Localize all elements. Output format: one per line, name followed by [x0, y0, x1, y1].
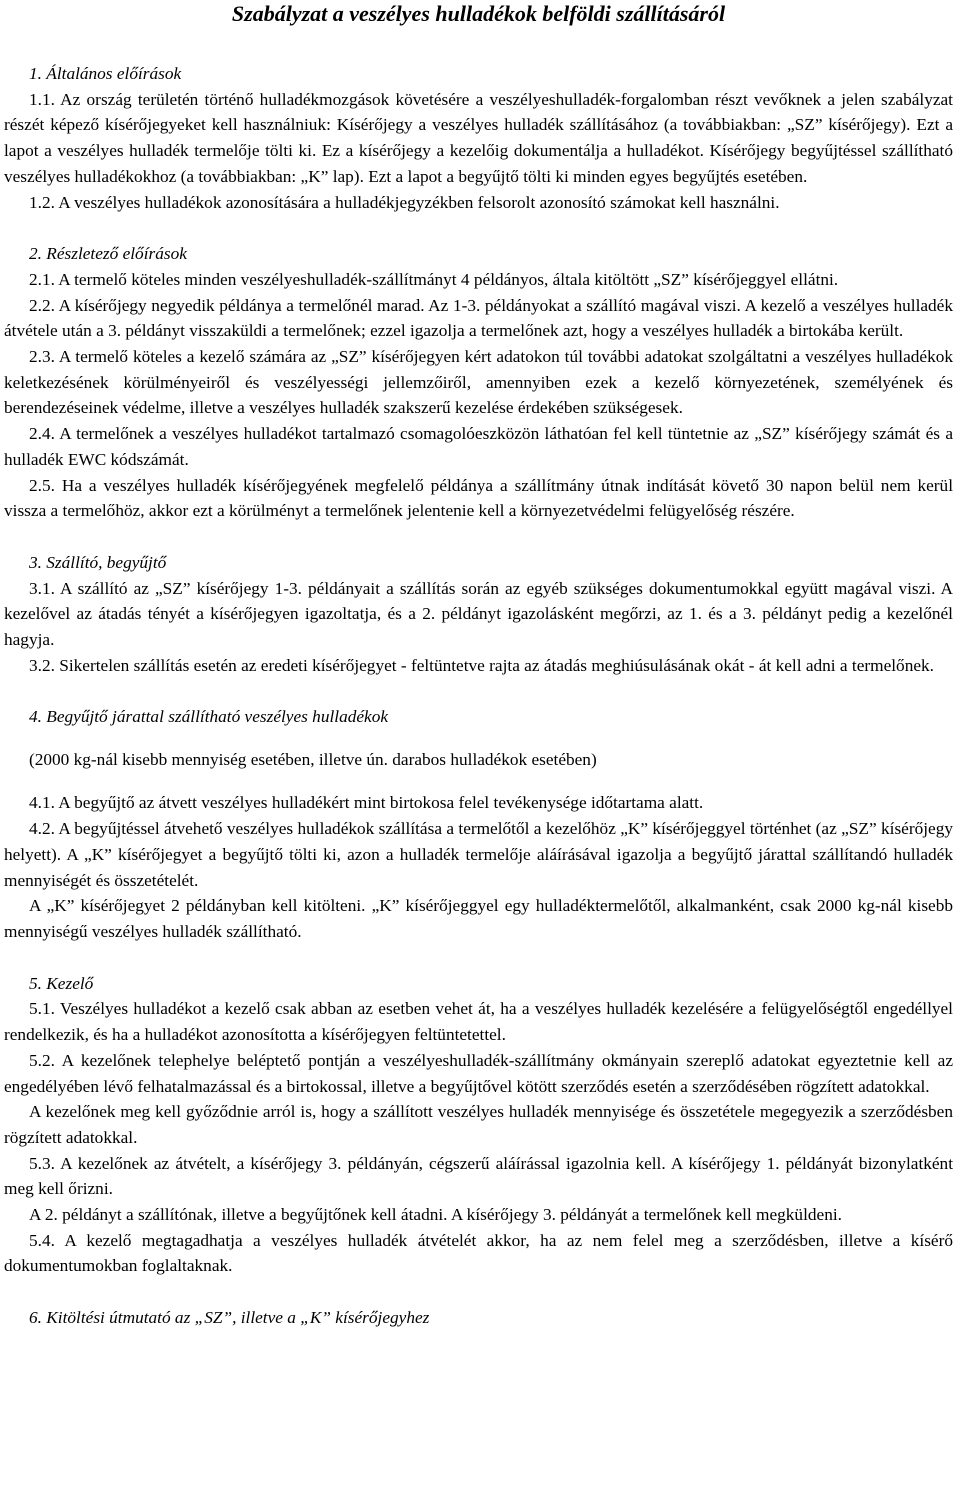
paragraph-2-3: 2.3. A termelő köteles a kezelő számára az „SZ” kísérőjegyen kért adatokon túl további adatokat szolgáltatni a veszélyes hulladékok keletkezésének körülményeiről és veszélyességi jellemzőiről, amennyiben ezek a kezelő környezetének, személyének és berendezéseinek védelme, illetve a veszélyes hulladék szakszerű kezelése érdekében szükségesek.: [4, 347, 953, 418]
section-1: [4, 61, 953, 215]
paragraph-5-3: 5.3. A kezelőnek az átvételt, a kísérőjegy 3. példányán, cégszerű aláírással igazolnia kell. A kísérőjegy 1. példányát bizonylatként meg kell őrizni.: [4, 1153, 953, 1199]
paragraph-2-1: 2.1. A termelő köteles minden veszélyeshulladék-szállítmányt 4 példányos, általa kitöltött „SZ” kísérőjeggyel ellátni.: [29, 269, 839, 289]
section-heading: 4. Begyűjtő járattal szállítható veszélyes hulladékok: [29, 707, 388, 727]
paragraph-4-1: 4.1. A begyűjtő az átvett veszélyes hulladékért mint birtokosa felel tevékenysége időtartama alatt.: [29, 793, 704, 813]
section-4: [4, 704, 953, 944]
section-heading: 6. Kitöltési útmutató az „SZ”, illetve a „K” kísérőjegyhez: [29, 1308, 430, 1328]
document-title: Szabályzat a veszélyes hulladékok belföldi szállításáról: [231, 1, 726, 26]
paragraph-5-3b: A 2. példányt a szállítónak, illetve a begyűjtőnek kell átadni. A kísérőjegy 3. példányát a termelőnek kell megküldeni.: [29, 1205, 842, 1225]
section-heading: 3. Szállító, begyűjtő: [29, 552, 167, 572]
paragraph-1-1: 1.1. Az ország területén történő hulladékmozgások követésére a veszélyeshulladék-forgalomban részt vevőknek a jelen szabályzat részét képező kísérőjegyeket kell használniuk: Kísérőjegy a veszélyes hulladék szállításához (a továbbiakban: „SZ” kísérőjegy). Ezt a lapot a veszélyes hulladék termelője tölti ki. Ez a kísérőjegy a kezelőig dokumentálja a hulladékot. Kísérőjegy begyűjtéssel szállítható veszélyes hulladékokhoz (a továbbiakban: „K” lap). Ezt a lapot a begyűjtő tölti ki minden egyes begyűjtés esetében.: [4, 89, 953, 186]
paragraph-5-2: 5.2. A kezelőnek telephelye beléptető pontján a veszélyeshulladék-szállítmány okmányain szereplő adatokat egyeztetnie kell az engedélyében lévő felhatalmazással és a birtokossal, illetve a begyűjtővel kötött szerződés esetén a szerződésében rögzített adatokkal.: [4, 1050, 953, 1096]
section-heading: 1. Általános előírások: [29, 64, 182, 83]
section-2: [4, 241, 953, 524]
paragraph-4-2b: A „K” kísérőjegyet 2 példányban kell kitölteni. „K” kísérőjeggyel egy hulladéktermelőtől, alkalmanként, csak 2000 kg-nál kisebb mennyiségű veszélyes hulladék szállítható.: [4, 896, 953, 941]
paragraph-2-4: 2.4. A termelőnek a veszélyes hulladékot tartalmazó csomagolóeszközön láthatóan fel kell tüntetnie az „SZ” kísérőjegy számát és a hulladék EWC kódszámát.: [4, 424, 953, 469]
paragraph-3-1: 3.1. A szállító az „SZ” kísérőjegy 1-3. példányait a szállítás során az egyéb szükséges dokumentumokkal együtt magával viszi. A kezelővel az átadás tényét a kísérőjegyen igazoltatja, és a 2. példányt igazolásként megőrzi, az 1. és a 3. példányt pedig a kezelőnél hagyja.: [4, 578, 953, 650]
section-6: [4, 1305, 953, 1331]
paragraph-5-1: 5.1. Veszélyes hulladékot a kezelő csak abban az esetben vehet át, ha a veszélyes hulladék kezelésére a felügyelőségtől engedéllyel rendelkezik, és ha a hulladékot azonosította a kísérőjegyen feltüntetettel.: [4, 999, 953, 1045]
paragraph-2-2: 2.2. A kísérőjegy negyedik példánya a termelőnél marad. Az 1-3. példányokat a szállító magával viszi. A kezelő a veszélyes hulladék átvétele után a 3. példányt visszaküldi a termelőnek; ezzel igazolja a termelőnek azt, hogy a veszélyes hulladék a birtokába került.: [4, 295, 953, 341]
paragraph-5-2b: A kezelőnek meg kell győződnie arról is, hogy a szállított veszélyes hulladék mennyisége és összetétele megegyezik a szerződésben rögzített adatokkal.: [4, 1102, 953, 1147]
paragraph-3-2: 3.2. Sikertelen szállítás esetén az eredeti kísérőjegyet - feltüntetve rajta az átadás meghiúsulásának okát - át kell adni a termelőnek.: [29, 655, 934, 675]
section-heading: 2. Részletező előírások: [29, 244, 187, 264]
paragraph-4-note: (2000 kg-nál kisebb mennyiség esetében, illetve ún. darabos hulladékok esetében): [29, 750, 597, 770]
paragraph-5-4: 5.4. A kezelő megtagadhatja a veszélyes hulladék átvételét akkor, ha az nem felel meg a szerződésben, illetve a kísérő dokumentumokban foglaltaknak.: [4, 1230, 953, 1276]
section-heading: 5. Kezelő: [29, 973, 94, 993]
paragraph-1-2: 1.2. A veszélyes hulladékok azonosítására a hulladékjegyzékben felsorolt azonosító számokat kell használni.: [29, 192, 780, 212]
paragraph-4-2: 4.2. A begyűjtéssel átvehető veszélyes hulladékok szállítása a termelőtől a kezelőhöz „K” kísérőjeggyel történhet (az „SZ” kísérőjegy helyett). A „K” kísérőjegyet a begyűjtő tölti ki, azon a hulladék termelője aláírásával igazolja a begyűjtő járattal szállítandó hulladék mennyiségét és összetételét.: [4, 819, 953, 890]
paragraph-2-5: 2.5. Ha a veszélyes hulladék kísérőjegyének megfelelő példánya a szállítmány útnak indítását követő 30 napon belül nem kerül vissza a termelőhöz, akkor ezt a körülményt a termelőnek jelentenie kell a környezetvédelmi felügyelőség részére.: [4, 475, 953, 521]
section-3: [4, 550, 953, 679]
section-5: [4, 971, 953, 1279]
